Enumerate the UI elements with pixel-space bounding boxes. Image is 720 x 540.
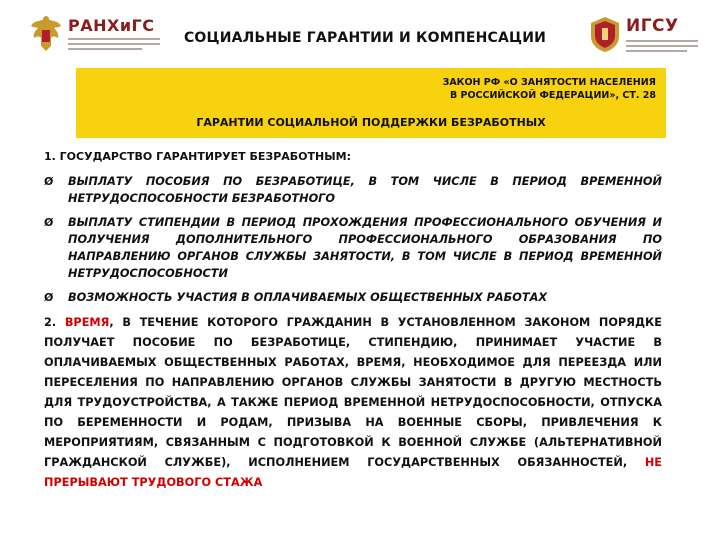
guarantee-item (44, 173, 662, 207)
law-reference (443, 76, 656, 102)
guarantee-item-text: ВЫПЛАТУ ПОСОБИЯ ПО БЕЗРАБОТИЦЕ, В ТОМ ЧИСЛЕ В ПЕРИОД ВРЕМЕННОЙ НЕТРУДОСПОСОБНОСТИ БЕЗРАБОТНОГО (68, 175, 662, 205)
ranepa-logo-subtitle-lines (68, 38, 160, 53)
arrow-bullet-icon: Ø (44, 175, 54, 188)
point-2-prefix: 2. (44, 316, 65, 329)
guarantee-item (44, 289, 662, 306)
guarantee-item-text: ВЫПЛАТУ СТИПЕНДИИ В ПЕРИОД ПРОХОЖДЕНИЯ ПРОФЕССИОНАЛЬНОГО ОБУЧЕНИЯ И ПОЛУЧЕНИЯ ДОПОЛНИТЕЛЬНОГО ПРОФЕССИОНАЛЬНОГО ОБРАЗОВАНИЯ ПО НАПРАВЛЕНИЮ ОРГАНОВ СЛУЖБЫ ЗАНЯТОСТИ, В ТОМ ЧИСЛЕ В ПЕРИОД ВРЕМЕННОЙ НЕТРУДОСПОСОБНОСТИ (68, 216, 662, 280)
point-1-heading: 1. ГОСУДАРСТВО ГАРАНТИРУЕТ БЕЗРАБОТНЫМ: (44, 150, 351, 163)
igsu-logo-text: ИГСУ (626, 16, 679, 36)
arrow-bullet-icon: Ø (44, 291, 54, 304)
point-2-body: , В ТЕЧЕНИЕ КОТОРОГО ГРАЖДАНИН В УСТАНОВЛЕННОМ ЗАКОНОМ ПОРЯДКЕ ПОЛУЧАЕТ ПОСОБИЕ ПО БЕЗРАБОТИЦЕ, СТИПЕНДИЮ, ПРИНИМАЕТ УЧАСТИЕ В ОПЛАЧИВАЕМЫХ ОБЩЕСТВЕННЫХ РАБОТАХ, ВРЕМЯ, НЕОБХОДИМОЕ ДЛЯ ПЕРЕЕЗДА ИЛИ ПЕРЕСЕЛЕНИЯ ПО НАПРАВЛЕНИЮ ОРГАНОВ СЛУЖБЫ ЗАНЯТОСТИ В ДРУГУЮ МЕСТНОСТЬ ДЛЯ ТРУДОУСТРОЙСТВА, А ТАКЖЕ ПЕРИОД ВРЕМЕННОЙ НЕТРУДОСПОСОБНОСТИ, ОТПУСКА ПО БЕРЕМЕННОСТИ И РОДАМ, ПРИЗЫВА НА ВОЕННЫЕ СБОРЫ, ПРИВЛЕЧЕНИЯ К МЕРОПРИЯТИЯМ, СВЯЗАННЫМ С ПОДГОТОВКОЙ К ВОЕННОЙ СЛУЖБЕ (АЛЬТЕРНАТИВНОЙ ГРАЖДАНСКОЙ СЛУЖБЕ), ИСПОЛНЕНИЕМ ГОСУДАРСТВЕННЫХ ОБЯЗАННОСТЕЙ, (44, 316, 662, 469)
page-title: СОЦИАЛЬНЫЕ ГАРАНТИИ И КОМПЕНСАЦИИ (183, 30, 547, 46)
double-eagle-emblem-icon (28, 14, 64, 54)
guarantee-item (44, 214, 662, 282)
igsu-logo (588, 14, 700, 54)
point-2-paragraph (44, 313, 662, 493)
banner-title: ГАРАНТИИ СОЦИАЛЬНОЙ ПОДДЕРЖКИ БЕЗРАБОТНЫХ (196, 116, 546, 129)
ranepa-logo-text: РАНХиГС (68, 16, 155, 35)
header (0, 0, 720, 64)
law-reference-line-1: ЗАКОН РФ «О ЗАНЯТОСТИ НАСЕЛЕНИЯ (442, 77, 656, 88)
igsu-crest-icon (588, 14, 622, 54)
law-reference-line-2: В РОССИЙСКОЙ ФЕДЕРАЦИИ», СТ. 28 (449, 90, 656, 101)
arrow-bullet-icon: Ø (44, 216, 54, 229)
igsu-logo-subtitle-lines (626, 40, 698, 55)
point-2-highlight: ВРЕМЯ (64, 316, 110, 329)
point-2-conclusion: НЕ ПРЕРЫВАЮТ ТРУДОВОГО СТАЖА (44, 456, 662, 489)
law-banner (76, 68, 666, 138)
guarantee-item-text: ВОЗМОЖНОСТЬ УЧАСТИЯ В ОПЛАЧИВАЕМЫХ ОБЩЕСТВЕННЫХ РАБОТАХ (68, 291, 548, 304)
main-content (44, 150, 662, 493)
